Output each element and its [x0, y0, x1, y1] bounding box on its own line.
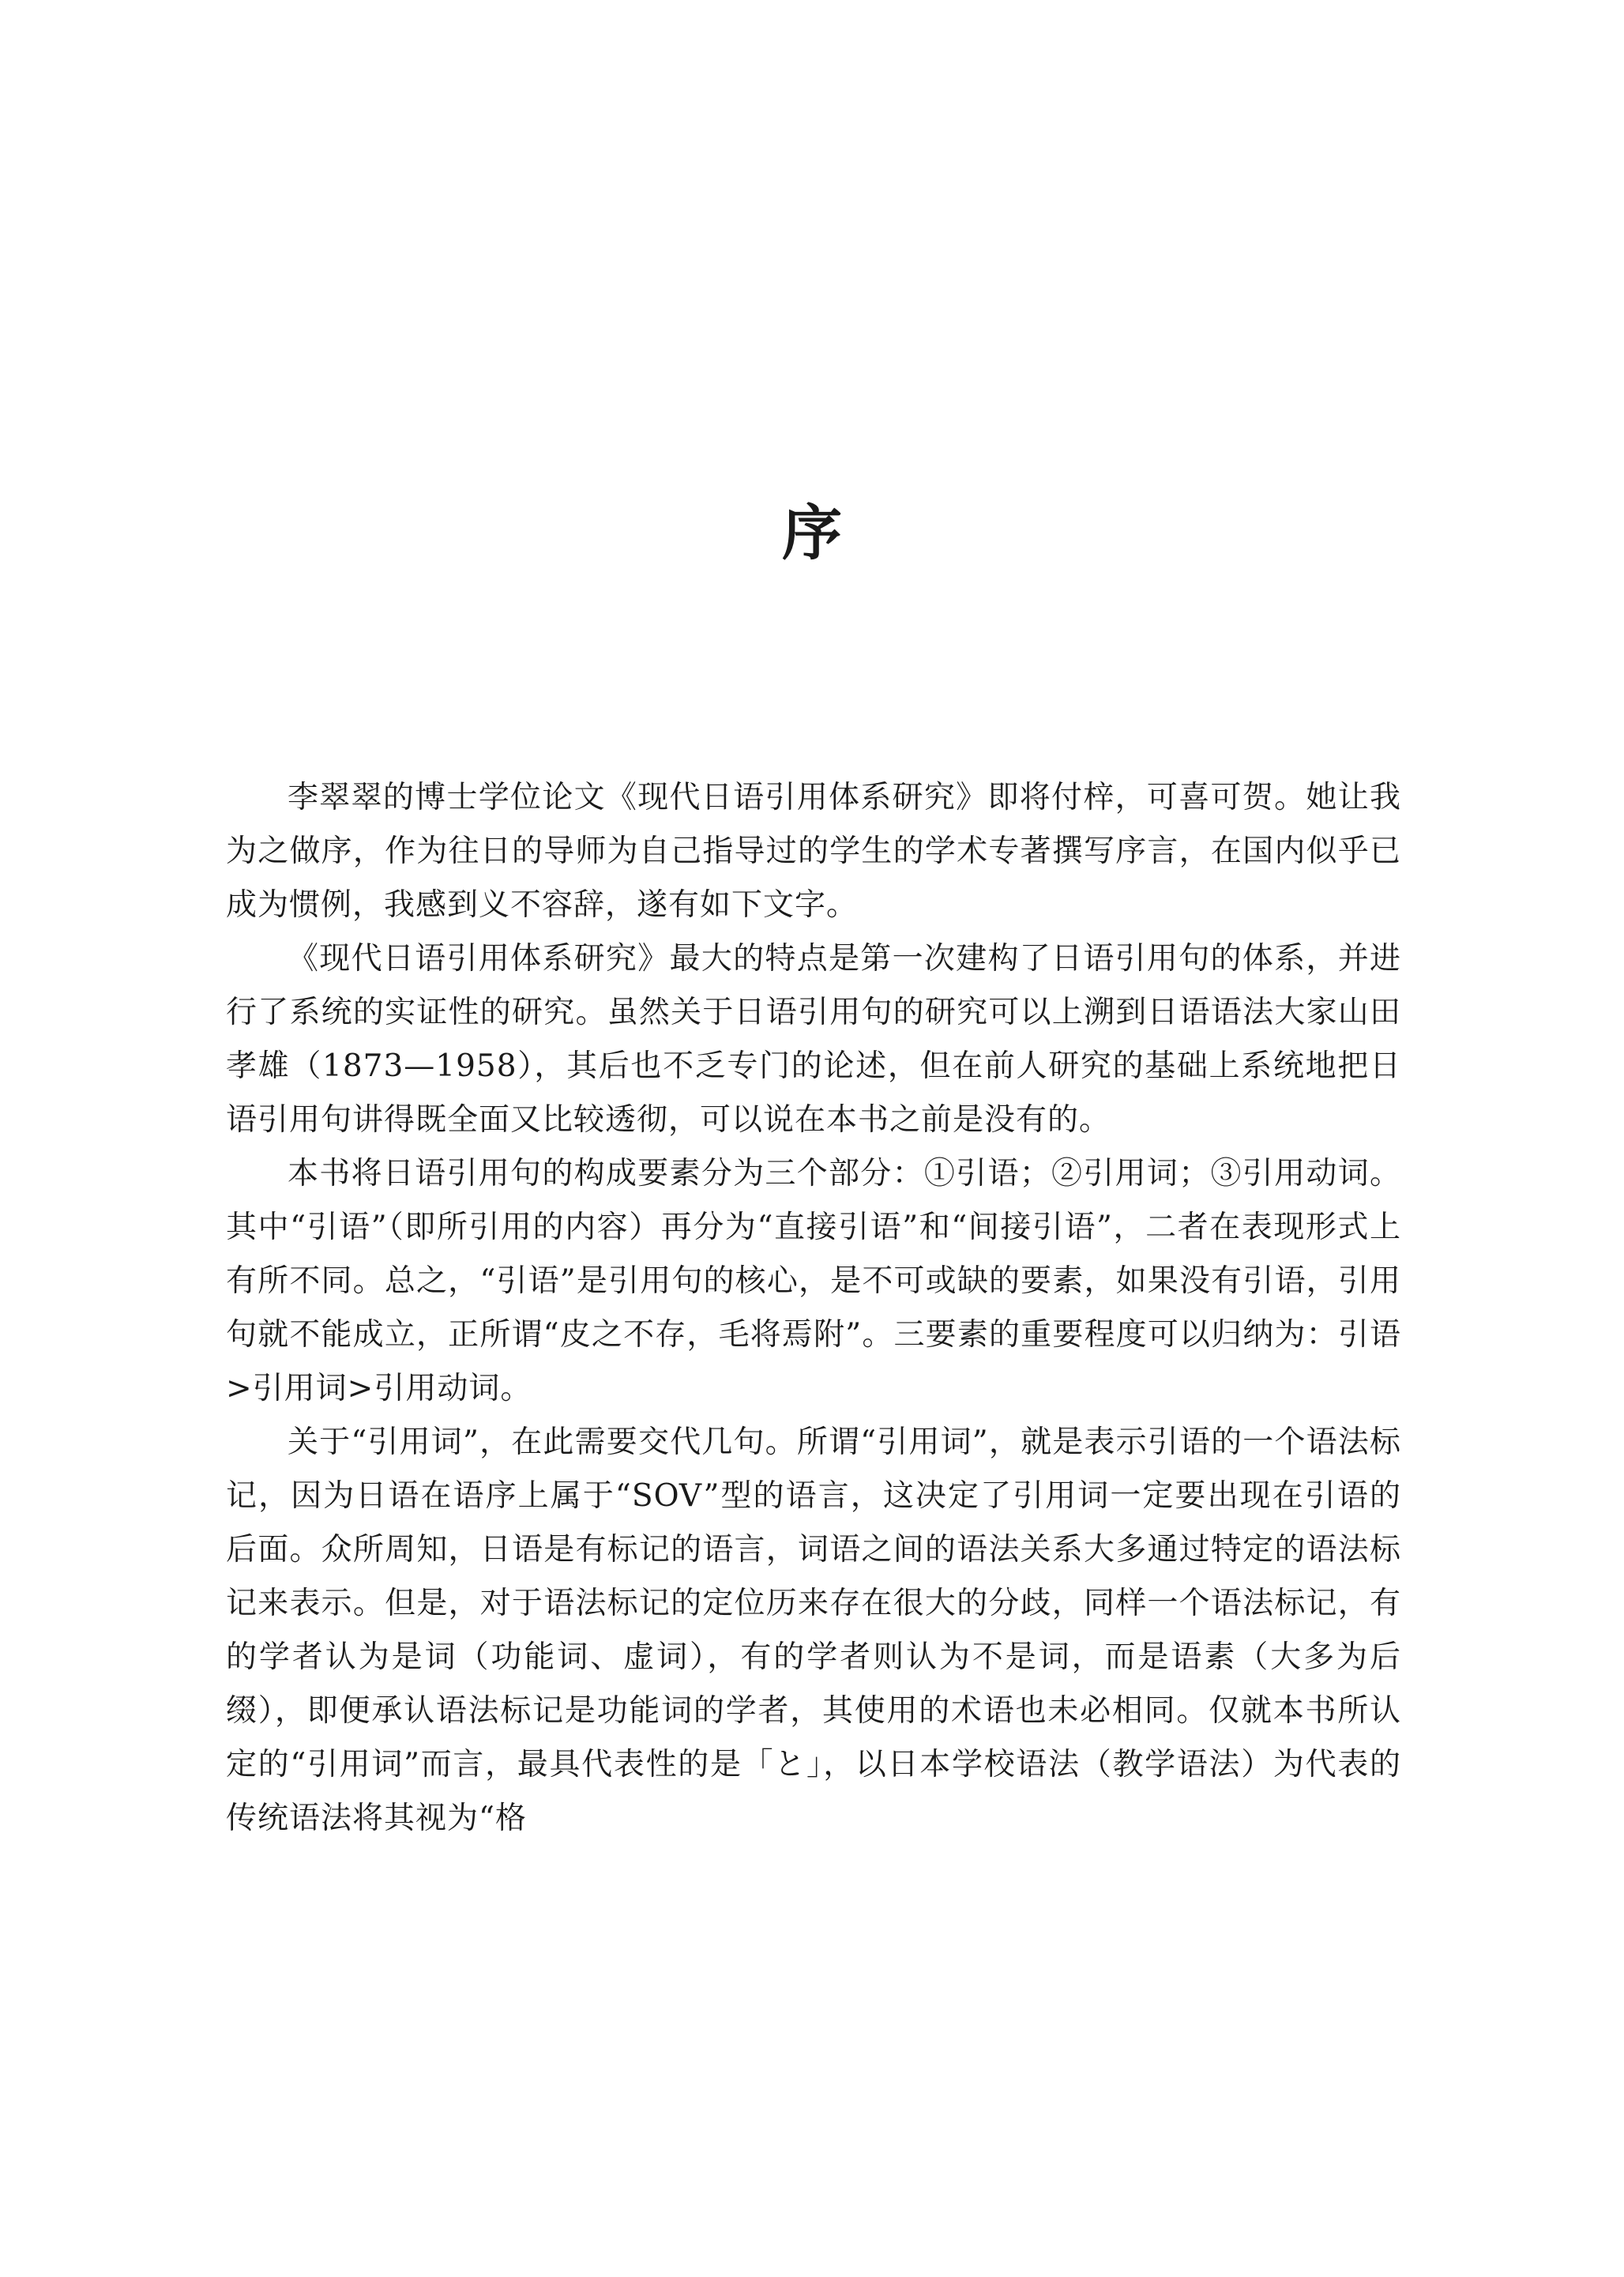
paragraph: 《现代日语引用体系研究》最大的特点是第一次建构了日语引用句的体系，并进行了系统的实证性的研究。虽然关于日语引用句的研究可以上溯到日语语法大家山田孝雄（1873—1958），其后也不乏专门的论述，但在前人研究的基础上系统地把日语引用句讲得既全面又比较透彻，可以说在本书之前是没有的。 [226, 941, 1401, 1138]
paragraph: 本书将日语引用句的构成要素分为三个部分：①引语；②引用词；③引用动词。其中“引语”（即所引用的内容）再分为“直接引语”和“间接引语”，二者在表现形式上有所不同。总之，“引语”是引用句的核心，是不可或缺的要素，如果没有引语，引用句就不能成立，正所谓“皮之不存，毛将焉附”。三要素的重要程度可以归纳为：引语>引用词>引用动词。 [226, 1156, 1401, 1406]
paragraph: 关于“引用词”，在此需要交代几句。所谓“引用词”，就是表示引语的一个语法标记，因为日语在语序上属于“SOV”型的语言，这决定了引用词一定要出现在引语的后面。众所周知，日语是有标记的语言，词语之间的语法关系大多通过特定的语法标记来表示。但是，对于语法标记的定位历来存在很大的分歧，同样一个语法标记，有的学者认为是词（功能词、虚词），有的学者则认为不是词，而是语素（大多为后缀），即便承认语法标记是功能词的学者，其使用的术语也未必相同。仅就本书所认定的“引用词”而言，最具代表性的是「と」，以日本学校语法（教学语法）为代表的传统语法将其视为“格 [226, 1425, 1401, 1836]
body-text [226, 771, 1401, 1846]
page-title: 序 [782, 498, 842, 568]
paragraph: 李翠翠的博士学位论文《现代日语引用体系研究》即将付梓，可喜可贺。她让我为之做序，作为往日的导师为自己指导过的学生的学术专著撰写序言，在国内似乎已成为惯例，我感到义不容辞，遂有如下文字。 [226, 780, 1401, 923]
